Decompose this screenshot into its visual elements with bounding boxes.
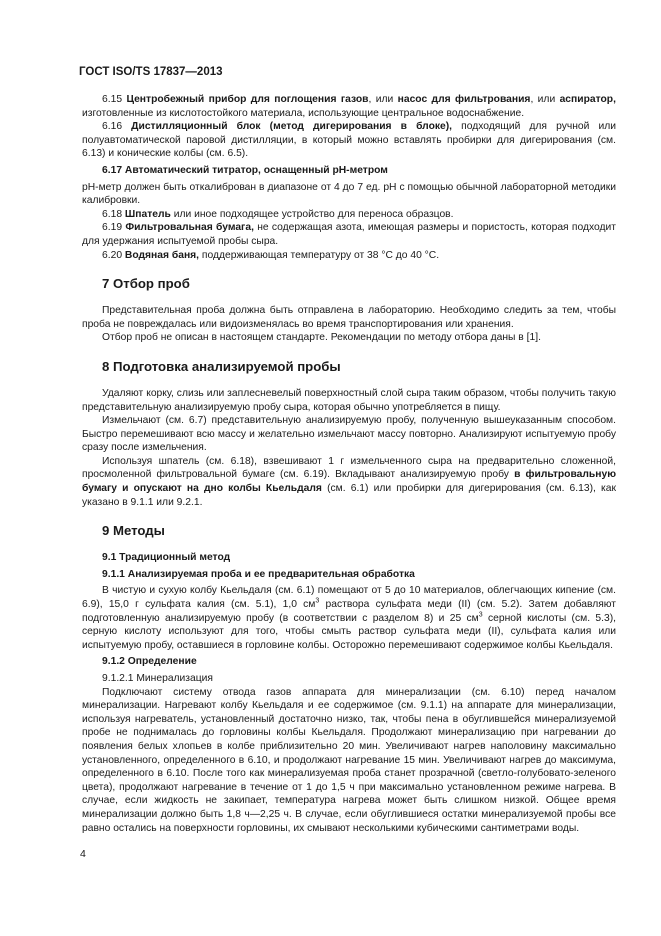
document-header: ГОСТ ISO/TS 17837—2013	[79, 66, 223, 78]
section-8-paragraph: Удаляют корку, слизь или заплесневелый поверхностный слой сыра таким образом, чтобы получить такую представительную анализируемую пробу сыра, которая обычно употребляется в пищу.	[82, 387, 616, 413]
section-7-title: 7 Отбор проб	[102, 276, 190, 292]
section-8-paragraph: Измельчают (см. 6.7) представительную анализируемую пробу, полученную вышеуказанным способом. Быстро перемешивают всю массу и желательно измельчают массу повторно. Анализируют испытуемую пробу сразу после измельчения.	[82, 415, 616, 454]
subsection-9-1-1-title: 9.1.1 Анализируемая проба и ее предварительная обработка	[102, 568, 415, 580]
section-9-title: 9 Методы	[102, 523, 165, 539]
item-6-18: 6.18 Шпатель или иное подходящее устройство для переноса образцов.	[102, 208, 454, 220]
item-6-15: 6.15 Центробежный прибор для поглощения газов, или насос для фильтрования, или аспиратор, изготовленные из кислотостойкого материала, использующие центральное водоснабжение.	[82, 94, 616, 119]
subsection-9-1-2-title: 9.1.2 Определение	[102, 656, 197, 668]
subsection-9-1-2-1-title: 9.1.2.1 Минерализация	[102, 673, 213, 684]
subsection-9-1-title: 9.1 Традиционный метод	[102, 552, 231, 564]
section-7-paragraph: Отбор проб не описан в настоящем стандарте. Рекомендации по методу отбора даны в [1].	[102, 332, 541, 344]
item-6-17-title: 6.17 Автоматический титратор, оснащенный рН-метром	[102, 164, 388, 176]
item-6-20: 6.20 Водяная баня, поддерживающая температуру от 38 °С до 40 °С.	[102, 249, 440, 261]
item-6-19: 6.19 Фильтровальная бумага, не содержащая азота, имеющая размеры и пористость, которая подходит для удержания испытуемой пробы сыра.	[82, 222, 616, 247]
item-6-17-text: рН-метр должен быть откалиброван в диапазоне от 4 до 7 ед. рН с помощью обычной лабораторной методики калибровки.	[82, 181, 616, 207]
item-6-16: 6.16 Дистилляционный блок (метод дигерирования в блоке), подходящий для ручной или полуавтоматической паровой дистилляции, в который можно вставлять пробирки для дигерирования (см. 6.13) и конические колбы (см. 6.5).	[82, 121, 616, 160]
section-9-paragraph: В чистую и сухую колбу Кьельдаля (см. 6.1) помещают от 5 до 10 материалов, облегчающих кипение (см. 6.9), 15,0 г сульфата калия (см. 5.1), 1,0 $см^3$ раствора сульфата меди (II) (см. 5.2). Затем добавляют подготовленную анализируемую пробу (в соответствии с разделом 8) и 25 $см^3$ серной кислоты (см. 5.3), серную кислоту используют для того, чтобы смыть раствор сульфата меди (II), сульфата калия или испытуемую пробу, оставшиеся в горловине колбы. Осторожно перемешивают содержимое колбы Кьельдаля.	[82, 585, 616, 651]
section-9-paragraph: Подключают систему отвода газов аппарата для минерализации (см. 6.10) перед началом минерализации. Нагревают колбу Кьельдаля и ее содержимое (см. 9.1.1) на аппарате для минерализации, используя нагреватель, установленный достаточно низко, так, чтобы пена в обуглившейся минерализуемой пробе не поднималась до горловины колбы Кьельдаля. Продолжают минерализацию при нагревании до появления белых хлопьев в колбе приблизительно 20 мин. Увеличивают нагрев наполовину максимально установленного, определенного в 6.10, и продолжают нагревание 15 мин. Увеличивают нагрев до максимума, определенного в 6.10. После того как минерализуемая проба станет прозрачной (светло-голубовато-зеленого цвета), продолжают нагревание в течение от 1 до 1,5 ч при максимально установленном режиме нагрева. В случае, если жидкость не закипает, температура нагрева может быть слишком низкой. Общее время минерализации должно быть 1,8 ч—2,25 ч. В случае, если обуглившиеся остатки минерализуемой пробы все равно остались на поверхности горловины, их смывают несколькими кубическими сантиметрами воды.	[82, 686, 616, 834]
section-8-paragraph: Используя шпатель (см. 6.18), взвешивают 1 г измельченного сыра на предварительно сложенной, просмоленной фильтровальной бумаге (см. 6.19). Вкладывают анализируемую пробу в фильтровальную бумагу и опускают на дно колбы Кьельдаля (см. 6.1) или пробирки для дигерирования (см. 6.13), как указано в 9.1.1 или 9.2.1.	[82, 455, 616, 508]
section-7-paragraph: Представительная проба должна быть отправлена в лабораторию. Необходимо следить за тем, чтобы проба не повреждалась или видоизменялась во время транспортирования или хранения.	[82, 305, 616, 330]
page-number: 4	[80, 848, 86, 860]
document-body	[82, 93, 616, 835]
section-8-title: 8 Подготовка анализируемой пробы	[102, 358, 341, 374]
